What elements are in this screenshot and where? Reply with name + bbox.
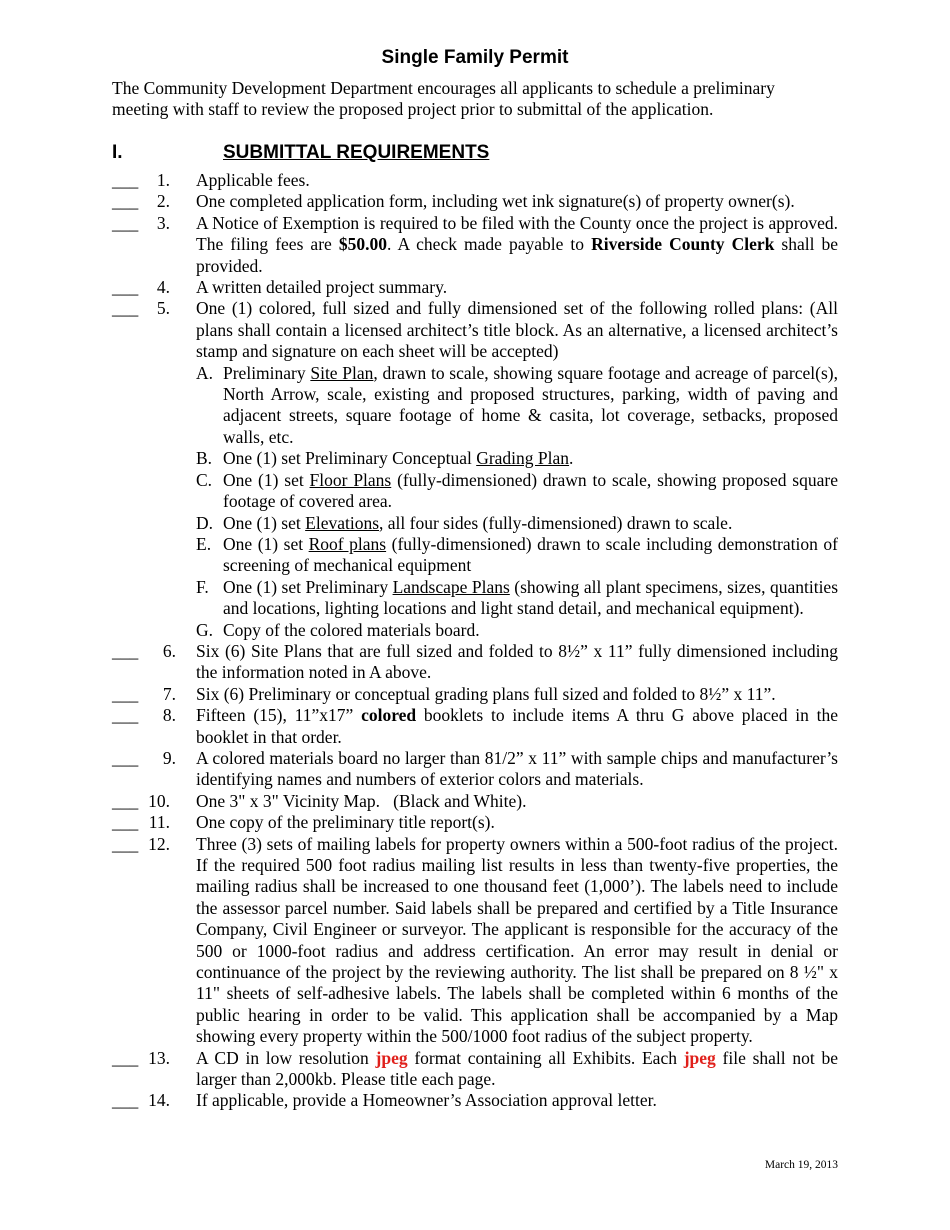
item-text: One (1) colored, full sized and fully dimensioned set of the following rolled plans: (All plans shall contain a licensed architect’s title block. As an alternative, a licensed architect’s stamp and signature on each sheet will be accepted) — [196, 298, 838, 362]
sub-item-letter: C. — [196, 469, 213, 490]
list-item — [0, 812, 950, 833]
list-item — [0, 705, 950, 748]
item-text: Three (3) sets of mailing labels for property owners within a 500-foot radius of the project. If the required 500 foot radius mailing list results in less than twenty-five properties, the mailing radius shall be increased to one thousand feet (1,000’). The labels need to include the assessor parcel number. Said labels shall be prepared and certified by a Title Insurance Company, Civil Engineer or surveyor. The applicant is responsible for the accuracy of the 500 or 1000-foot radius and address certification. An error may result in denial or continuance of the project by the reviewing authority. The list shall be prepared on 8 ½" x 11" sheets of self-adhesive labels. The labels shall be completed within 6 months of the public hearing in order to be valid. This application shall be accompanied by a Map showing every property within the 500/1000 foot radius of the subject property. — [196, 833, 838, 1047]
checkbox-blank[interactable]: ___ — [112, 1047, 139, 1068]
item-number: 7. — [162, 683, 176, 704]
sub-item-text: One (1) set Preliminary Landscape Plans (showing all plant specimens, sizes, quantities and locations, lighting locations and light stand detail, and mechanical equipment). — [223, 576, 839, 619]
item-number: 4. — [156, 277, 170, 298]
checkbox-blank[interactable]: ___ — [112, 790, 139, 811]
list-item — [0, 213, 950, 277]
jpeg-highlight: jpeg — [683, 1047, 716, 1068]
list-item — [0, 298, 950, 362]
sub-item — [0, 513, 950, 534]
requirements-list — [0, 170, 950, 1112]
sub-item-letter: F. — [196, 576, 209, 597]
sub-item-text: Preliminary Site Plan, drawn to scale, showing square footage and acreage of parcel(s), North Arrow, scale, existing and proposed structures, parking, width of paving and adjacent streets, square footage of home & casita, lot coverage, setbacks, proposed walls, etc. — [223, 362, 838, 447]
sub-item-letter: A. — [196, 362, 214, 383]
sub-item-letter: B. — [196, 448, 213, 469]
list-item — [0, 834, 950, 1048]
item-text: A Notice of Exemption is required to be filed with the County once the project is approved. The filing fees are $50.00. A check made payable to Riverside County Clerk shall be provided. — [196, 212, 839, 276]
list-item — [0, 1090, 950, 1111]
item-number: 10. — [148, 790, 170, 811]
sub-item-text: One (1) set Floor Plans (fully-dimensioned) drawn to scale, showing proposed square footage of covered area. — [223, 469, 838, 512]
filing-fee: $50.00 — [338, 234, 387, 255]
sub-item-text: One (1) set Preliminary Conceptual Grading Plan. — [223, 448, 574, 469]
page-title: Single Family Permit — [381, 47, 569, 68]
sub-item-letter: G. — [196, 619, 214, 640]
sub-item — [0, 620, 950, 641]
sub-item-text: One (1) set Roof plans (fully-dimensioned) drawn to scale including demonstration of screening of mechanical equipment — [223, 533, 838, 576]
list-item — [0, 641, 950, 684]
sub-item — [0, 448, 950, 469]
checkbox-blank[interactable]: ___ — [112, 277, 139, 298]
checkbox-blank[interactable]: ___ — [112, 683, 139, 704]
section-number: I. — [112, 142, 123, 163]
item-number: 2. — [156, 191, 170, 212]
sub-item — [0, 577, 950, 620]
item-number: 6. — [162, 640, 176, 661]
intro-paragraph: The Community Development Department encourages all applicants to schedule a preliminary meeting with staff to review the proposed project prior to submittal of the application. — [112, 78, 775, 120]
item-text: A CD in low resolution jpeg format containing all Exhibits. Each jpeg file shall not be larger than 2,000kb. Please title each page. — [196, 1047, 838, 1090]
list-item — [0, 191, 950, 212]
checkbox-blank[interactable]: ___ — [112, 833, 139, 854]
list-item — [0, 277, 950, 298]
item-text: One 3" x 3" Vicinity Map. (Black and White). — [196, 790, 527, 811]
checkbox-blank[interactable]: ___ — [112, 747, 139, 768]
sub-item-text: Copy of the colored materials board. — [223, 619, 480, 640]
checkbox-blank[interactable]: ___ — [112, 170, 139, 190]
item-text: Fifteen (15), 11”x17” colored booklets to include items A thru G above placed in the booklet in that order. — [196, 705, 838, 747]
section-heading — [112, 140, 840, 166]
item-text: A written detailed project summary. — [196, 277, 448, 298]
sub-item — [0, 363, 950, 449]
list-item — [0, 1048, 950, 1091]
item-text: One copy of the preliminary title report(s). — [196, 812, 495, 833]
item-number: 12. — [148, 833, 170, 854]
payee: Riverside County Clerk — [591, 234, 775, 255]
checkbox-blank[interactable]: ___ — [112, 640, 139, 661]
revision-date: March 19, 2013 — [764, 1159, 838, 1171]
checkbox-blank[interactable]: ___ — [112, 1090, 139, 1111]
item-number: 3. — [156, 212, 170, 233]
section-title: SUBMITTAL REQUIREMENTS — [223, 142, 490, 163]
item-number: 8. — [162, 705, 176, 726]
item-number: 1. — [156, 170, 170, 190]
list-item — [0, 170, 950, 191]
checkbox-blank[interactable]: ___ — [112, 812, 139, 833]
list-item — [0, 748, 950, 791]
list-item — [0, 684, 950, 705]
sub-item — [0, 534, 950, 577]
list-item — [0, 791, 950, 812]
checkbox-blank[interactable]: ___ — [112, 191, 139, 212]
sub-item-letter: E. — [196, 533, 212, 554]
item-text: A colored materials board no larger than 81/2” x 11” with sample chips and manufacturer’s identifying names and numbers of exterior colors and materials. — [196, 747, 838, 790]
item-number: 9. — [162, 747, 176, 768]
item-text: Applicable fees. — [196, 170, 310, 190]
item-text: One completed application form, including wet ink signature(s) of property owner(s). — [196, 191, 795, 212]
sub-item-letter: D. — [196, 512, 214, 533]
checkbox-blank[interactable]: ___ — [112, 212, 139, 233]
sub-item-text: One (1) set Elevations, all four sides (fully-dimensioned) drawn to scale. — [223, 512, 733, 533]
item-text: Six (6) Site Plans that are full sized and folded to 8½” x 11” fully dimensioned including the information noted in A above. — [196, 640, 838, 683]
checkbox-blank[interactable]: ___ — [112, 705, 139, 726]
jpeg-highlight: jpeg — [375, 1047, 408, 1068]
item-text: Six (6) Preliminary or conceptual grading plans full sized and folded to 8½” x 11”. — [196, 683, 776, 704]
item-number: 5. — [156, 298, 170, 319]
item-number: 11. — [148, 812, 170, 833]
item-text: If applicable, provide a Homeowner’s Association approval letter. — [196, 1090, 657, 1111]
item-number: 13. — [148, 1047, 170, 1068]
item-number: 14. — [148, 1090, 170, 1111]
sub-item — [0, 470, 950, 513]
checkbox-blank[interactable]: ___ — [112, 298, 139, 319]
